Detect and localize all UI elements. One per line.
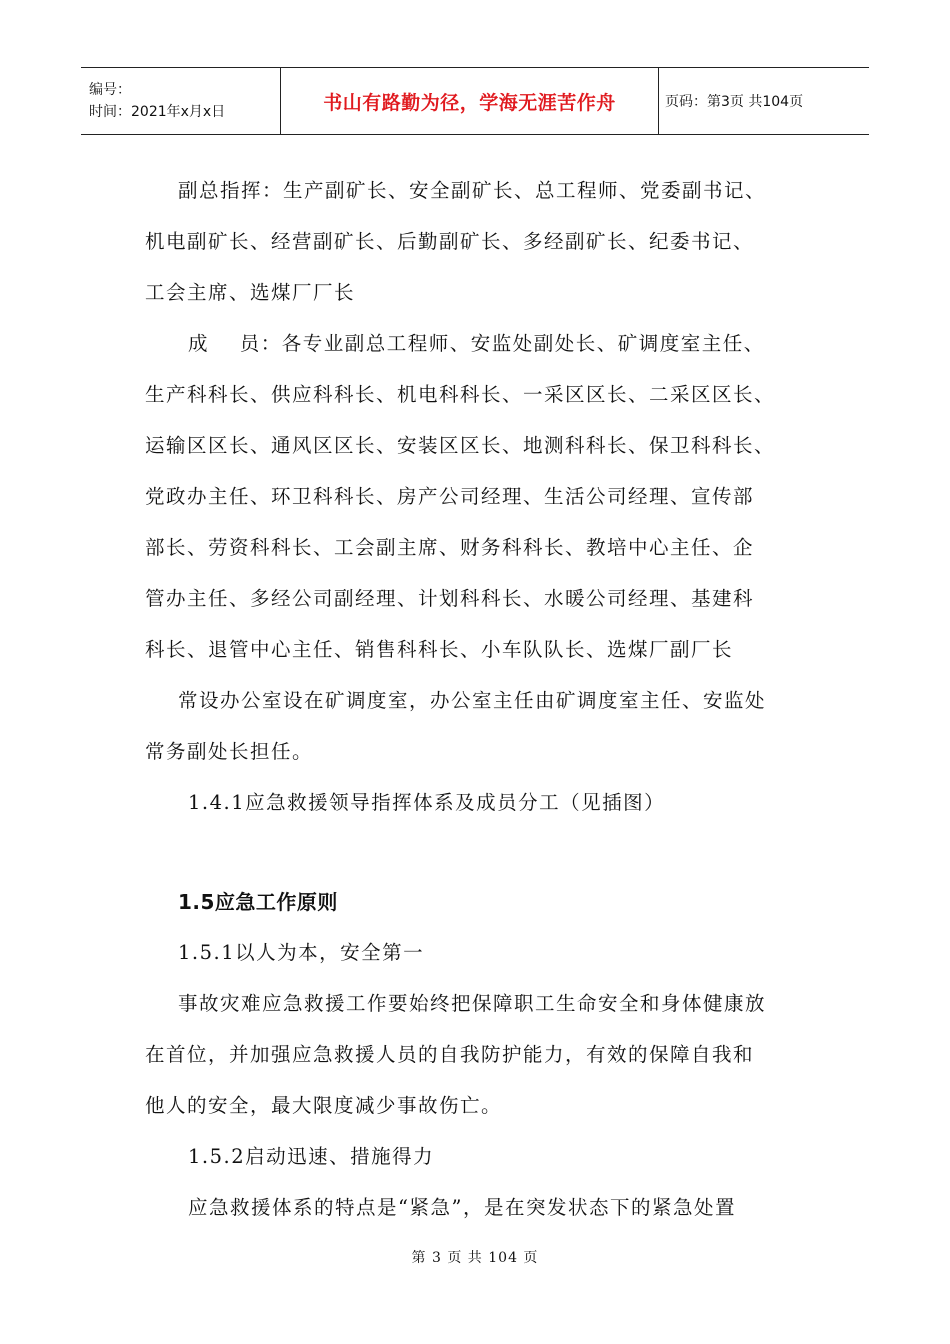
body-line: 常设办公室设在矿调度室，办公室主任由矿调度室主任、安监处 bbox=[178, 689, 767, 712]
body-line: 生产科科长、供应科科长、机电科科长、一采区区长、二采区区长、 bbox=[145, 383, 776, 406]
body-line: 应急救援体系的特点是“紧急”，是在突发状态下的紧急处置 bbox=[188, 1196, 736, 1219]
page-header bbox=[81, 67, 869, 135]
body-line: 副总指挥：生产副矿长、安全副矿长、总工程师、党委副书记、 bbox=[178, 179, 767, 202]
body-line: 科长、退管中心主任、销售科科长、小车队队长、选煤厂副厂长 bbox=[145, 638, 734, 661]
body-line: 党政办主任、环卫科科长、房产公司经理、生活公司经理、宣传部 bbox=[145, 485, 755, 508]
body-line: 常务副处长担任。 bbox=[145, 740, 314, 763]
body-line: 机电副矿长、经营副矿长、后勤副矿长、多经副矿长、纪委书记、 bbox=[145, 230, 755, 253]
body-line: 部长、劳资科科长、工会副主席、财务科科长、教培中心主任、企 bbox=[145, 536, 755, 559]
page-footer: 第 3 页 共 104 页 bbox=[411, 1250, 539, 1266]
section-heading: 1.5应急工作原则 bbox=[178, 890, 338, 914]
body-line: 1.4.1应急救援领导指挥体系及成员分工（见插图） bbox=[188, 791, 666, 814]
body-line: 1.5.2启动迅速、措施得力 bbox=[188, 1145, 435, 1168]
body-line: 工会主席、选煤厂厂长 bbox=[145, 281, 356, 304]
document-time: 时间：2021年x月x日 bbox=[89, 104, 226, 120]
header-page-cell bbox=[659, 68, 869, 134]
body-line: 运输区区长、通风区区长、安装区区长、地测科科长、保卫科科长、 bbox=[145, 434, 776, 457]
body-line: 在首位，并加强应急救援人员的自我防护能力，有效的保障自我和 bbox=[145, 1043, 755, 1066]
body-line: 1.5.1以人为本，安全第一 bbox=[178, 941, 425, 964]
header-motto: 书山有路勤为径，学海无涯苦作舟 bbox=[323, 91, 616, 114]
body-line: 管办主任、多经公司副经理、计划科科长、水暖公司经理、基建科 bbox=[145, 587, 755, 610]
body-line: 他人的安全，最大限度减少事故伤亡。 bbox=[145, 1094, 503, 1117]
document-number: 编号： bbox=[89, 82, 131, 98]
header-page-number: 页码：第3页 共104页 bbox=[665, 94, 804, 110]
header-motto-cell bbox=[281, 68, 659, 134]
header-meta bbox=[81, 68, 281, 134]
body-line: 成 员：各专业副总工程师、安监处副处长、矿调度室主任、 bbox=[188, 332, 765, 355]
body-line: 事故灾难应急救援工作要始终把保障职工生命安全和身体健康放 bbox=[178, 992, 767, 1015]
